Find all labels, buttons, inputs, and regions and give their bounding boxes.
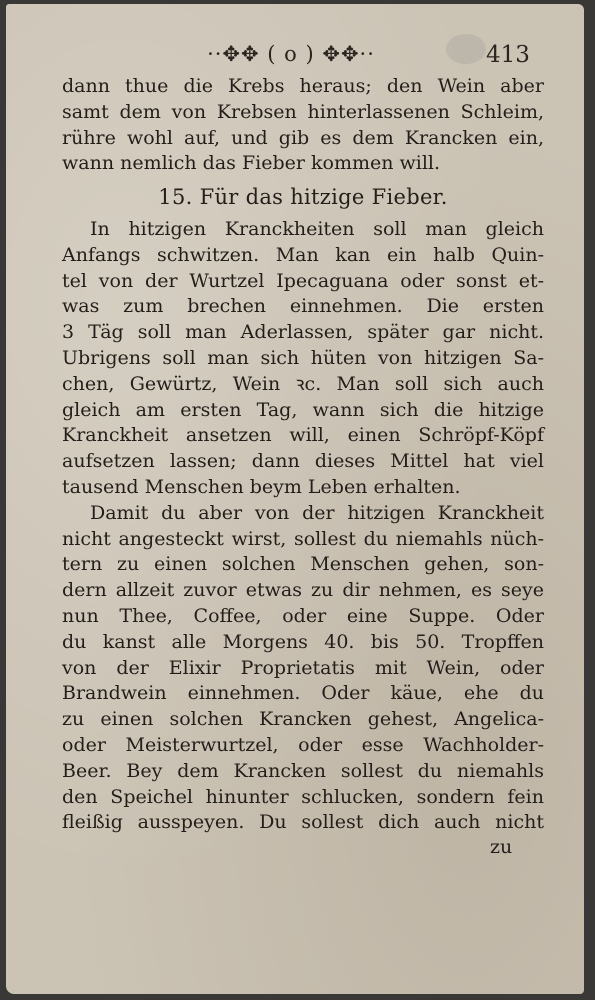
section-heading: 15. Für das hitzige Fieber.	[158, 185, 448, 210]
header-ornament: ··✥✥ ( o ) ✥✥··	[207, 42, 375, 66]
catchword: zu	[490, 836, 513, 858]
text-line: chen, Gewürtz, Wein ꝛc. Man soll sich auch	[62, 372, 544, 395]
text-line: tausend Menschen beym Leben erhalten.	[62, 475, 461, 498]
text-line: Damit du aber von der hitzigen Kranckheit	[90, 501, 544, 524]
text-line: oder Meisterwurtzel, oder esse Wachholder-	[62, 733, 544, 756]
text-line: zu einen solchen Krancken gehest, Angelica-	[62, 708, 544, 731]
text-line: Ubrigens soll man sich hüten von hitzigen Sa-	[62, 346, 544, 369]
text-line: 3 Täg soll man Aderlassen, später gar nicht.	[62, 321, 544, 344]
body-text	[62, 74, 544, 836]
text-line: was zum brechen einnehmen. Die ersten	[62, 295, 544, 318]
text-line: tel von der Wurtzel Ipecaguana oder sonst et-	[62, 269, 544, 292]
text-line: fleißig ausspeyen. Du sollest dich auch nicht	[62, 811, 544, 834]
text-line: Beer. Bey dem Krancken sollest du niemahls	[62, 759, 544, 782]
text-line: von der Elixir Proprietatis mit Wein, oder	[62, 656, 544, 679]
text-line: wann nemlich das Fieber kommen will.	[62, 152, 441, 175]
page-header	[6, 42, 584, 72]
book-page	[6, 4, 584, 994]
text-line: den Speichel hinunter schlucken, sondern fein	[62, 785, 544, 808]
text-line: tern zu einen solchen Menschen gehen, son-	[62, 553, 544, 576]
text-line: dern allzeit zuvor etwas zu dir nehmen, es seye	[62, 579, 544, 602]
text-line: aufsetzen lassen; dann dieses Mittel hat viel	[62, 450, 544, 473]
text-line: rühre wohl auf, und gib es dem Krancken ein,	[62, 126, 544, 149]
text-line: samt dem von Krebsen hinterlassenen Schleim,	[62, 100, 544, 123]
text-line: In hitzigen Kranckheiten soll man gleich	[90, 217, 544, 240]
text-line: du kanst alle Morgens 40. bis 50. Tropffen	[62, 630, 544, 653]
text-line: Kranckheit ansetzen will, einen Schröpf-Köpf	[62, 424, 544, 447]
text-line: Brandwein einnehmen. Oder käue, ehe du	[62, 682, 544, 705]
text-line: nun Thee, Coffee, oder eine Suppe. Oder	[62, 604, 544, 627]
page-number: 413	[486, 42, 530, 68]
text-line: Anfangs schwitzen. Man kan ein halb Quin-	[62, 243, 544, 266]
text-line: nicht angesteckt wirst, sollest du niemahls nüch-	[62, 527, 544, 550]
text-line: dann thue die Krebs heraus; den Wein aber	[62, 75, 544, 97]
text-line: gleich am ersten Tag, wann sich die hitzige	[62, 398, 544, 421]
